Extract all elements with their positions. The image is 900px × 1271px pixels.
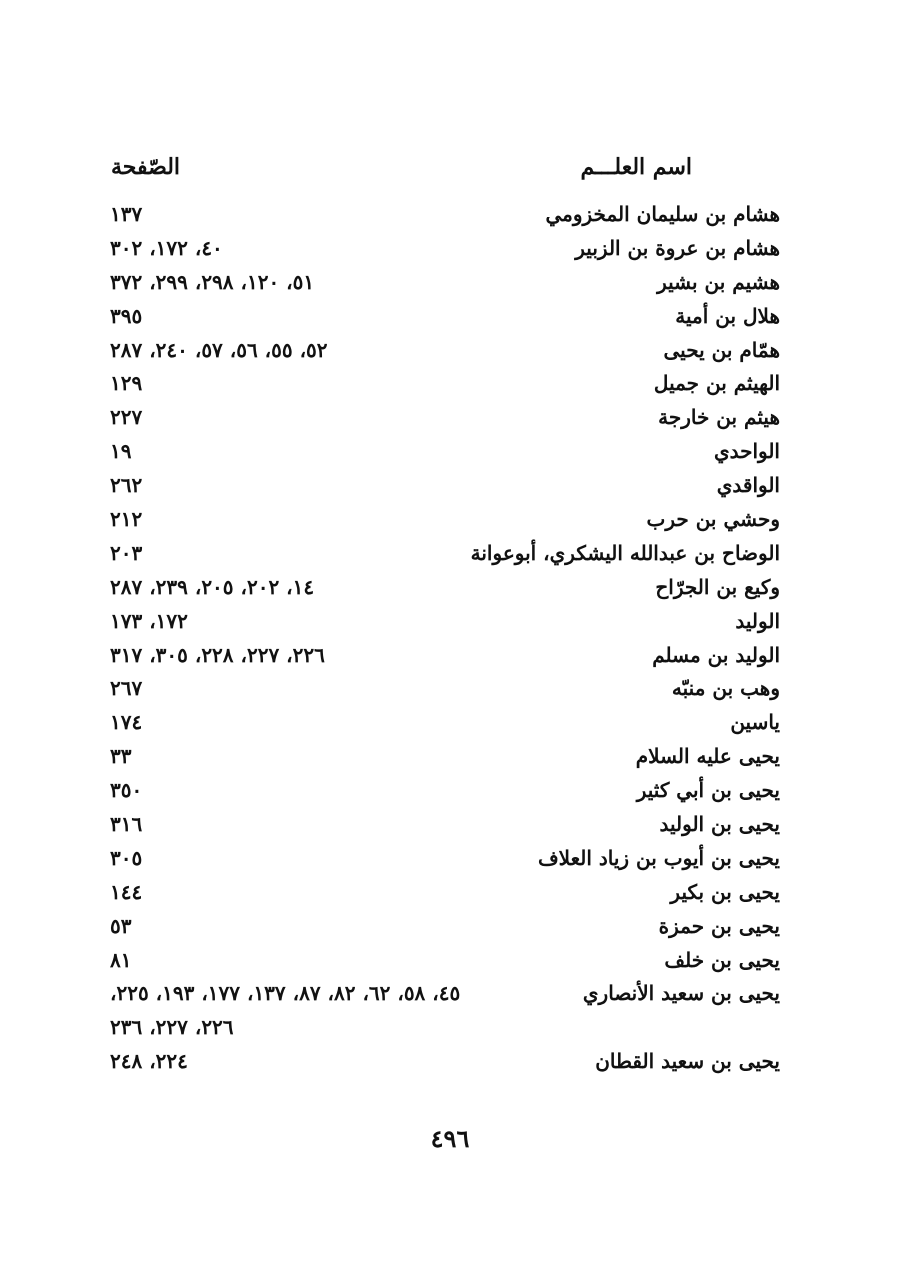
entry-name: هلال بن أمية — [675, 303, 780, 328]
entry-pages: ٣٥٠ — [110, 778, 143, 803]
entry-pages: ١٧٤ — [110, 710, 143, 735]
index-entry — [110, 876, 780, 910]
entry-name: همّام بن يحيى — [663, 337, 780, 362]
entry-pages: ١٤٤ — [110, 879, 143, 904]
index-entry — [110, 401, 780, 435]
entry-pages: ٥١، ١٢٠، ٢٩٨، ٢٩٩، ٣٧٢ — [110, 269, 315, 294]
entry-pages: ٢٢٦، ٢٢٧، ٢٢٨، ٣٠٥، ٣١٧ — [110, 642, 325, 667]
index-entry — [110, 266, 780, 300]
entry-pages: ٢٢٧ — [110, 405, 143, 430]
entry-name: يحيى بن حمزة — [658, 913, 780, 938]
index-entry — [110, 639, 780, 673]
entry-name: هشام بن سليمان المخزومي — [545, 202, 780, 226]
entry-name: الواحدي — [713, 439, 780, 464]
entry-name: الهيثم بن جميل — [653, 371, 780, 396]
index-entry — [110, 367, 780, 401]
index-header — [111, 154, 780, 190]
entry-name: يحيى بن أيوب بن زياد العلاف — [537, 845, 780, 870]
index-list — [110, 198, 780, 1079]
entry-name: يحيى بن خلف — [664, 947, 780, 972]
index-entry — [110, 198, 780, 232]
entry-name: ياسين — [730, 710, 780, 735]
entry-pages: ٢٠٣ — [110, 540, 143, 565]
index-entry-continuation — [110, 1011, 780, 1045]
entry-pages: ١٩ — [110, 439, 132, 464]
index-entry — [110, 842, 780, 876]
name-column-header: اسم العلـــم — [580, 154, 692, 180]
index-entry — [110, 605, 780, 639]
page-number: ٤٩٦ — [430, 1124, 470, 1153]
entry-pages: ٥٢، ٥٥، ٥٦، ٥٧، ٢٤٠، ٢٨٧ — [110, 337, 328, 362]
entry-name: يحيى عليه السلام — [635, 744, 780, 769]
index-entry — [110, 300, 780, 334]
entry-pages: ٢١٢ — [110, 507, 143, 532]
entry-pages: ٣١٦ — [110, 812, 143, 837]
entry-name: الواقدي — [716, 473, 780, 498]
index-entry — [110, 944, 780, 978]
index-entry — [110, 977, 780, 1011]
entry-name: وحشي بن حرب — [646, 507, 780, 532]
entry-name: الوليد بن مسلم — [652, 642, 780, 667]
index-entry — [110, 537, 780, 571]
entry-name: يحيى بن سعيد القطان — [595, 1049, 780, 1074]
entry-pages: ٨١ — [110, 947, 132, 972]
index-entry — [110, 706, 780, 740]
entry-name: الوليد — [735, 608, 780, 633]
entry-name: يحيى بن سعيد الأنصاري — [582, 981, 780, 1006]
index-entry — [110, 910, 780, 944]
index-entry — [110, 503, 780, 537]
entry-pages: ٣٩٥ — [110, 303, 143, 328]
entry-pages: ٢٦٧ — [110, 676, 143, 701]
entry-pages: ٢٢٦، ٢٢٧، ٢٣٦ — [110, 1015, 234, 1040]
entry-pages: ٣٣ — [110, 744, 132, 769]
entry-name: وهب بن منبّه — [671, 676, 780, 701]
index-entry — [110, 435, 780, 469]
index-entry — [110, 774, 780, 808]
entry-pages: ٢٢٤، ٢٤٨ — [110, 1049, 188, 1074]
index-entry — [110, 571, 780, 605]
entry-pages: ١٣٧ — [110, 202, 143, 226]
index-entry — [110, 740, 780, 774]
index-entry — [110, 1045, 780, 1079]
entry-pages: ١٢٩ — [110, 371, 143, 396]
entry-name: يحيى بن بكير — [670, 879, 780, 904]
entry-name: هشام بن عروة بن الزبير — [575, 235, 780, 260]
entry-pages: ٥٣ — [110, 913, 132, 938]
entry-name: يحيى بن الوليد — [659, 812, 780, 837]
index-entry — [110, 672, 780, 706]
index-entry — [110, 334, 780, 368]
entry-name: الوضاح بن عبدالله اليشكري، أبوعوانة — [470, 540, 780, 565]
index-entry — [110, 469, 780, 503]
entry-pages: ٢٦٢ — [110, 473, 143, 498]
index-entry — [110, 808, 780, 842]
entry-pages: ٤٠، ١٧٢، ٣٠٢ — [110, 235, 223, 260]
entry-pages: ٣٠٥ — [110, 845, 143, 870]
entry-name: وكيع بن الجرّاح — [655, 574, 780, 599]
page-column-header: الصّفحة — [111, 154, 181, 180]
entry-name: هشيم بن بشير — [657, 269, 780, 294]
entry-pages: ١٧٢، ١٧٣ — [110, 608, 188, 633]
entry-name: يحيى بن أبي كثير — [636, 778, 780, 803]
entry-name: هيثم بن خارجة — [658, 405, 780, 430]
index-entry — [110, 232, 780, 266]
entry-pages: ٤٥، ٥٨، ٦٢، ٨٢، ٨٧، ١٣٧، ١٧٧، ١٩٣، ٢٢٥، — [110, 981, 461, 1006]
entry-pages: ١٤، ٢٠٢، ٢٠٥، ٢٣٩، ٢٨٧ — [110, 574, 315, 599]
